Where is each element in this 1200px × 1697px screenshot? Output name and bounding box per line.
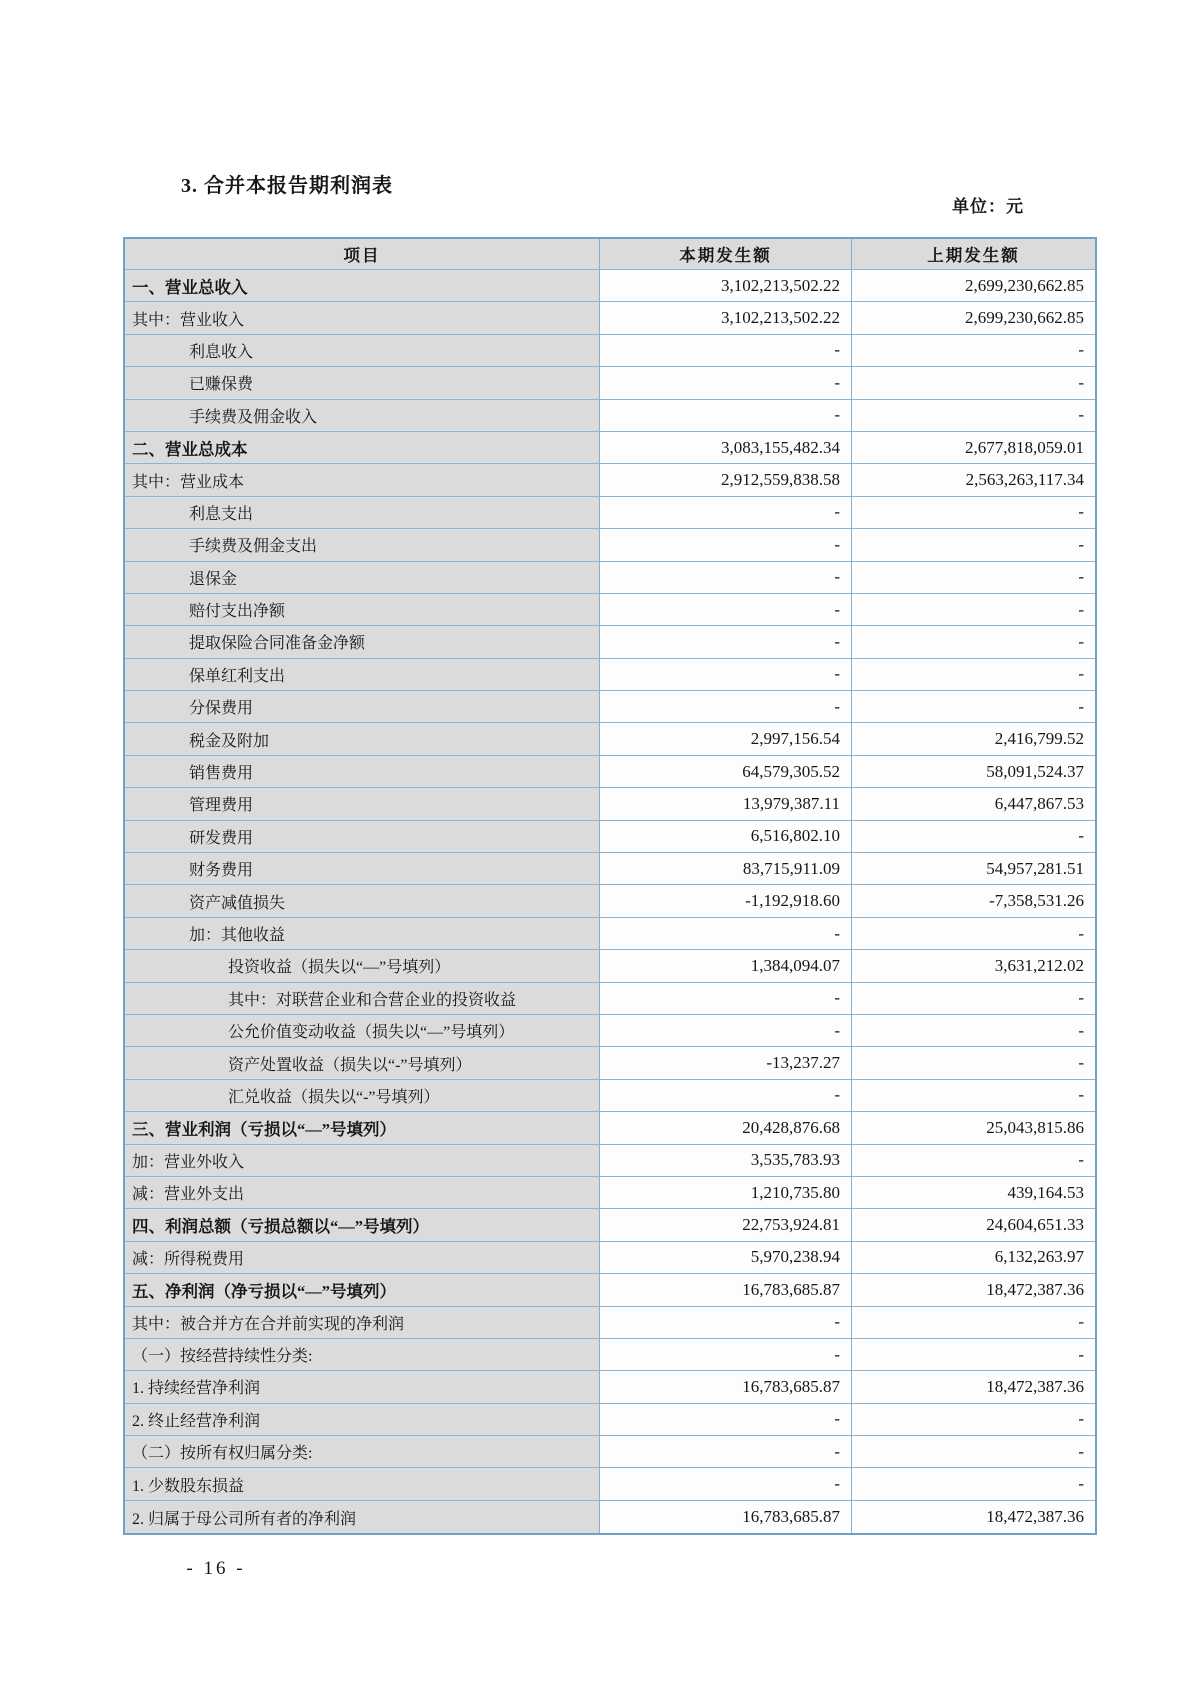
table-row (125, 594, 1095, 626)
row-prior-period-value: 2,699,230,662.85 (852, 270, 1095, 301)
row-prior-period-value: 24,604,651.33 (852, 1209, 1095, 1240)
row-current-period-value: - (600, 400, 852, 431)
row-label: （二）按所有权归属分类: (125, 1436, 600, 1467)
row-label: 其中：营业成本 (125, 464, 600, 495)
table-row (125, 1080, 1095, 1112)
row-current-period-value: 2,912,559,838.58 (600, 464, 852, 495)
row-prior-period-value: - (852, 691, 1095, 722)
row-prior-period-value: - (852, 335, 1095, 366)
row-label: 研发费用 (125, 821, 600, 852)
row-label: 利息支出 (125, 497, 600, 528)
row-prior-period-value: - (852, 367, 1095, 398)
row-label: 四、利润总额（亏损总额以“—”号填列） (125, 1209, 600, 1240)
row-current-period-value: 1,384,094.07 (600, 950, 852, 981)
row-prior-period-value: - (852, 1436, 1095, 1467)
table-row (125, 1015, 1095, 1047)
row-current-period-value: - (600, 659, 852, 690)
row-current-period-value: - (600, 367, 852, 398)
row-prior-period-value: 54,957,281.51 (852, 853, 1095, 884)
table-row (125, 1047, 1095, 1079)
row-current-period-value: - (600, 1080, 852, 1111)
table-row (125, 1501, 1095, 1533)
row-current-period-value: 16,783,685.87 (600, 1501, 852, 1533)
table-row (125, 1145, 1095, 1177)
row-current-period-value: 5,970,238.94 (600, 1242, 852, 1273)
table-row (125, 1404, 1095, 1436)
income-statement-table (123, 237, 1097, 1535)
table-row (125, 723, 1095, 755)
row-current-period-value: - (600, 1015, 852, 1046)
table-row (125, 367, 1095, 399)
row-current-period-value: - (600, 1307, 852, 1338)
row-current-period-value: 6,516,802.10 (600, 821, 852, 852)
row-prior-period-value: - (852, 1145, 1095, 1176)
table-row (125, 756, 1095, 788)
row-prior-period-value: - (852, 497, 1095, 528)
row-label: 1. 持续经营净利润 (125, 1371, 600, 1402)
row-prior-period-value: 6,447,867.53 (852, 788, 1095, 819)
row-label: 加：其他收益 (125, 918, 600, 949)
row-label: 管理费用 (125, 788, 600, 819)
row-current-period-value: 3,535,783.93 (600, 1145, 852, 1176)
row-prior-period-value: - (852, 626, 1095, 657)
table-row (125, 529, 1095, 561)
row-prior-period-value: - (852, 918, 1095, 949)
row-label: 一、营业总收入 (125, 270, 600, 301)
table-row (125, 432, 1095, 464)
row-prior-period-value: 58,091,524.37 (852, 756, 1095, 787)
row-label: 利息收入 (125, 335, 600, 366)
row-current-period-value: - (600, 562, 852, 593)
row-current-period-value: - (600, 1404, 852, 1435)
row-current-period-value: 1,210,735.80 (600, 1177, 852, 1208)
row-label: 2. 归属于母公司所有者的净利润 (125, 1501, 600, 1533)
row-label: 手续费及佣金收入 (125, 400, 600, 431)
row-prior-period-value: - (852, 1404, 1095, 1435)
table-row (125, 1371, 1095, 1403)
row-prior-period-value: 18,472,387.36 (852, 1501, 1095, 1533)
row-label: 手续费及佣金支出 (125, 529, 600, 560)
row-prior-period-value: - (852, 562, 1095, 593)
row-current-period-value: - (600, 594, 852, 625)
row-label: 提取保险合同准备金净额 (125, 626, 600, 657)
row-current-period-value: - (600, 983, 852, 1014)
page-number: - 16 - (186, 1558, 246, 1579)
table-row (125, 562, 1095, 594)
row-label: 税金及附加 (125, 723, 600, 754)
row-label: 赔付支出净额 (125, 594, 600, 625)
row-prior-period-value: - (852, 983, 1095, 1014)
row-current-period-value: 16,783,685.87 (600, 1274, 852, 1305)
row-prior-period-value: 439,164.53 (852, 1177, 1095, 1208)
row-label: 公允价值变动收益（损失以“—”号填列） (125, 1015, 600, 1046)
table-row (125, 950, 1095, 982)
row-current-period-value: -13,237.27 (600, 1047, 852, 1078)
table-header-row (125, 239, 1095, 270)
row-current-period-value: - (600, 918, 852, 949)
row-prior-period-value: - (852, 400, 1095, 431)
row-label: 二、营业总成本 (125, 432, 600, 463)
table-row (125, 659, 1095, 691)
row-current-period-value: - (600, 529, 852, 560)
row-label: 退保金 (125, 562, 600, 593)
row-label: 减：所得税费用 (125, 1242, 600, 1273)
row-prior-period-value: - (852, 1468, 1095, 1499)
row-label: 汇兑收益（损失以“-”号填列） (125, 1080, 600, 1111)
row-label: 其中：对联营企业和合营企业的投资收益 (125, 983, 600, 1014)
row-prior-period-value: - (852, 1339, 1095, 1370)
table-row (125, 821, 1095, 853)
row-current-period-value: - (600, 497, 852, 528)
row-label: 1. 少数股东损益 (125, 1468, 600, 1499)
row-prior-period-value: - (852, 659, 1095, 690)
table-row (125, 497, 1095, 529)
row-label: 其中：被合并方在合并前实现的净利润 (125, 1307, 600, 1338)
table-row (125, 788, 1095, 820)
table-row (125, 1177, 1095, 1209)
table-row (125, 1242, 1095, 1274)
row-current-period-value: - (600, 1468, 852, 1499)
row-current-period-value: - (600, 335, 852, 366)
section-title: 3. 合并本报告期利润表 (181, 175, 393, 197)
row-current-period-value: - (600, 691, 852, 722)
row-prior-period-value: - (852, 529, 1095, 560)
table-row (125, 335, 1095, 367)
table-row (125, 983, 1095, 1015)
row-label: （一）按经营持续性分类: (125, 1339, 600, 1370)
table-row (125, 918, 1095, 950)
row-current-period-value: 83,715,911.09 (600, 853, 852, 884)
table-row (125, 302, 1095, 334)
row-label: 资产减值损失 (125, 885, 600, 916)
row-label: 五、净利润（净亏损以“—”号填列） (125, 1274, 600, 1305)
row-prior-period-value: 2,699,230,662.85 (852, 302, 1095, 333)
row-label: 2. 终止经营净利润 (125, 1404, 600, 1435)
row-label: 已赚保费 (125, 367, 600, 398)
table-row (125, 626, 1095, 658)
row-prior-period-value: 2,563,263,117.34 (852, 464, 1095, 495)
row-current-period-value: 3,102,213,502.22 (600, 302, 852, 333)
table-row (125, 270, 1095, 302)
row-current-period-value: 3,102,213,502.22 (600, 270, 852, 301)
table-row (125, 1307, 1095, 1339)
row-current-period-value: 13,979,387.11 (600, 788, 852, 819)
table-row (125, 464, 1095, 496)
column-header-prior-period: 上期发生额 (852, 239, 1095, 269)
unit-label: 单位：元 (952, 197, 1024, 216)
table-row (125, 1339, 1095, 1371)
row-current-period-value: 20,428,876.68 (600, 1112, 852, 1143)
table-row (125, 1468, 1095, 1500)
column-header-current-period: 本期发生额 (600, 239, 852, 269)
row-prior-period-value: 18,472,387.36 (852, 1274, 1095, 1305)
row-current-period-value: - (600, 626, 852, 657)
row-current-period-value: -1,192,918.60 (600, 885, 852, 916)
row-prior-period-value: 3,631,212.02 (852, 950, 1095, 981)
table-row (125, 1112, 1095, 1144)
row-label: 分保费用 (125, 691, 600, 722)
row-prior-period-value: - (852, 821, 1095, 852)
row-label: 销售费用 (125, 756, 600, 787)
row-label: 财务费用 (125, 853, 600, 884)
row-label: 加：营业外收入 (125, 1145, 600, 1176)
row-label: 投资收益（损失以“—”号填列） (125, 950, 600, 981)
row-label: 保单红利支出 (125, 659, 600, 690)
row-current-period-value: - (600, 1436, 852, 1467)
row-prior-period-value: - (852, 1047, 1095, 1078)
row-current-period-value: 16,783,685.87 (600, 1371, 852, 1402)
row-current-period-value: - (600, 1339, 852, 1370)
row-label: 三、营业利润（亏损以“—”号填列） (125, 1112, 600, 1143)
row-prior-period-value: - (852, 1080, 1095, 1111)
table-row (125, 1274, 1095, 1306)
table-row (125, 853, 1095, 885)
table-row (125, 1209, 1095, 1241)
row-prior-period-value: 18,472,387.36 (852, 1371, 1095, 1402)
row-prior-period-value: - (852, 594, 1095, 625)
row-label: 资产处置收益（损失以“-”号填列） (125, 1047, 600, 1078)
row-prior-period-value: - (852, 1307, 1095, 1338)
row-prior-period-value: 6,132,263.97 (852, 1242, 1095, 1273)
row-label: 其中：营业收入 (125, 302, 600, 333)
row-prior-period-value: 2,416,799.52 (852, 723, 1095, 754)
row-label: 减：营业外支出 (125, 1177, 600, 1208)
row-current-period-value: 3,083,155,482.34 (600, 432, 852, 463)
table-row (125, 691, 1095, 723)
row-current-period-value: 2,997,156.54 (600, 723, 852, 754)
table-row (125, 1436, 1095, 1468)
table-row (125, 400, 1095, 432)
row-prior-period-value: - (852, 1015, 1095, 1046)
row-prior-period-value: 2,677,818,059.01 (852, 432, 1095, 463)
row-prior-period-value: 25,043,815.86 (852, 1112, 1095, 1143)
column-header-item: 项目 (125, 239, 600, 269)
row-current-period-value: 64,579,305.52 (600, 756, 852, 787)
row-prior-period-value: -7,358,531.26 (852, 885, 1095, 916)
row-current-period-value: 22,753,924.81 (600, 1209, 852, 1240)
table-row (125, 885, 1095, 917)
